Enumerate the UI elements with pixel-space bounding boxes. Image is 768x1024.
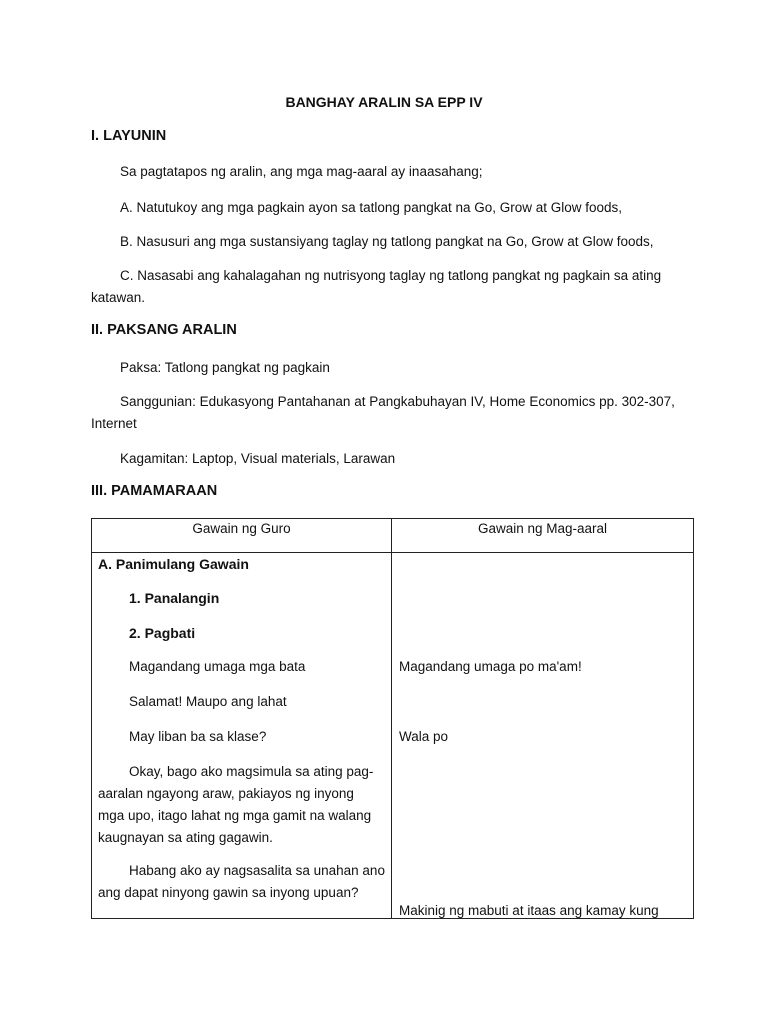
- student-listen-reply: Makinig ng mabuti at itaas ang kamay kung: [399, 903, 659, 918]
- header-gawain-mag-aaral: Gawain ng Mag-aaral: [392, 519, 694, 553]
- okay-line-3: mga upo, itago lahat ng mga gamit na walang: [98, 808, 372, 823]
- kagamitan-line: Kagamitan: Laptop, Visual materials, Larawan: [120, 451, 396, 466]
- sanggunian-line1: Sanggunian: Edukasyong Pantahanan at Pangkabuhayan IV, Home Economics pp. 302-307,: [120, 394, 675, 409]
- objective-a: A. Natutukoy ang mga pagkain ayon sa tatlong pangkat na Go, Grow at Glow foods,: [120, 200, 623, 215]
- objective-c-line1: C. Nasasabi ang kahalagahan ng nutrisyong taglay ng tatlong pangkat ng pagkain sa ating: [120, 268, 662, 283]
- habang-line-1: Habang ako ay nagsasalita sa unahan ano: [129, 863, 385, 878]
- student-absent-reply: Wala po: [399, 729, 449, 744]
- panalangin-item: 1. Panalangin: [129, 590, 220, 606]
- paksa-line: Paksa: Tatlong pangkat ng pagkain: [120, 360, 330, 375]
- teacher-greeting: Magandang umaga mga bata: [129, 659, 306, 674]
- table-header-row: [92, 519, 694, 553]
- okay-line-1: Okay, bago ako magsimula sa ating pag-: [129, 764, 374, 779]
- sanggunian-line2: Internet: [91, 416, 137, 431]
- okay-line-2: aaralan ngayong araw, pakiayos ng inyong: [98, 786, 354, 801]
- section-heading-layunin: I. LAYUNIN: [91, 128, 167, 144]
- table-row: [92, 553, 694, 919]
- teacher-thanks: Salamat! Maupo ang lahat: [129, 694, 287, 709]
- okay-line-4: kaugnayan sa ating gagawin.: [98, 830, 273, 845]
- document-title: BANGHAY ARALIN SA EPP IV: [285, 94, 483, 110]
- pagbati-item: 2. Pagbati: [129, 625, 196, 641]
- student-activities-cell: [392, 553, 694, 919]
- panimulang-gawain-heading: A. Panimulang Gawain: [98, 556, 249, 572]
- objective-c: [91, 265, 691, 309]
- header-gawain-guro: Gawain ng Guro: [92, 519, 392, 553]
- layunin-intro: Sa pagtatapos ng aralin, ang mga mag-aaral ay inaasahang;: [120, 164, 483, 179]
- section-heading-paksang-aralin: II. PAKSANG ARALIN: [91, 322, 237, 338]
- sanggunian: [91, 391, 691, 435]
- teacher-absent-question: May liban ba sa klase?: [129, 729, 267, 744]
- student-greeting-reply: Magandang umaga po ma'am!: [399, 659, 582, 674]
- teacher-activities-cell: [92, 553, 392, 919]
- objective-b: B. Nasusuri ang mga sustansiyang taglay ng tatlong pangkat na Go, Grow at Glow foods,: [120, 234, 654, 249]
- teacher-okay-instruction: [98, 761, 388, 849]
- habang-line-2: ang dapat ninyong gawin sa inyong upuan?: [98, 885, 359, 900]
- pamamaraan-table: [91, 518, 694, 919]
- teacher-habang-question: [98, 860, 388, 904]
- objective-c-line2: katawan.: [91, 290, 146, 305]
- section-heading-pamamaraan: III. PAMAMARAAN: [91, 483, 218, 499]
